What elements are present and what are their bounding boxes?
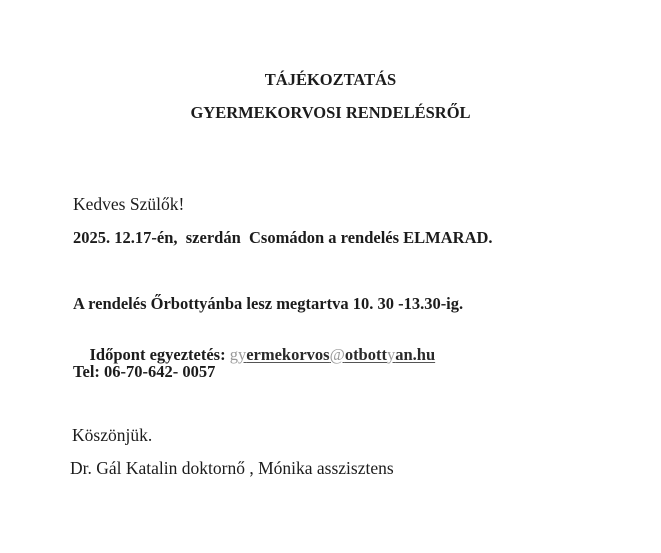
email-link[interactable]: [230, 345, 435, 364]
email-part: y: [386, 344, 396, 364]
relocation-info: A rendelés Őrbottyánba lesz megtartva 10. 30 -13.30-ig.: [73, 294, 464, 313]
email-part: gy: [229, 344, 247, 364]
email-part: otbott: [344, 344, 387, 364]
greeting: Kedves Szülők!: [73, 194, 185, 214]
cancellation-announcement: 2025. 12.17-én, szerdán Csomádon a rendelés ELMARAD.: [73, 228, 493, 247]
email-part: ermekorvos: [246, 344, 330, 364]
email-part: an.hu: [395, 344, 436, 364]
phone-number: Tel: 06-70-642- 0057: [73, 362, 216, 381]
title-pediatric-office-hours: GYERMEKORVOSI RENDELÉSRŐL: [190, 103, 471, 122]
title-notice: TÁJÉKOZTATÁS: [264, 70, 397, 89]
signature: Dr. Gál Katalin doktornő , Mónika asszisztens: [70, 458, 394, 478]
appointment-label: Időpont egyeztetés:: [89, 344, 230, 364]
email-part: @: [329, 344, 345, 364]
thanks: Köszönjük.: [72, 425, 153, 445]
